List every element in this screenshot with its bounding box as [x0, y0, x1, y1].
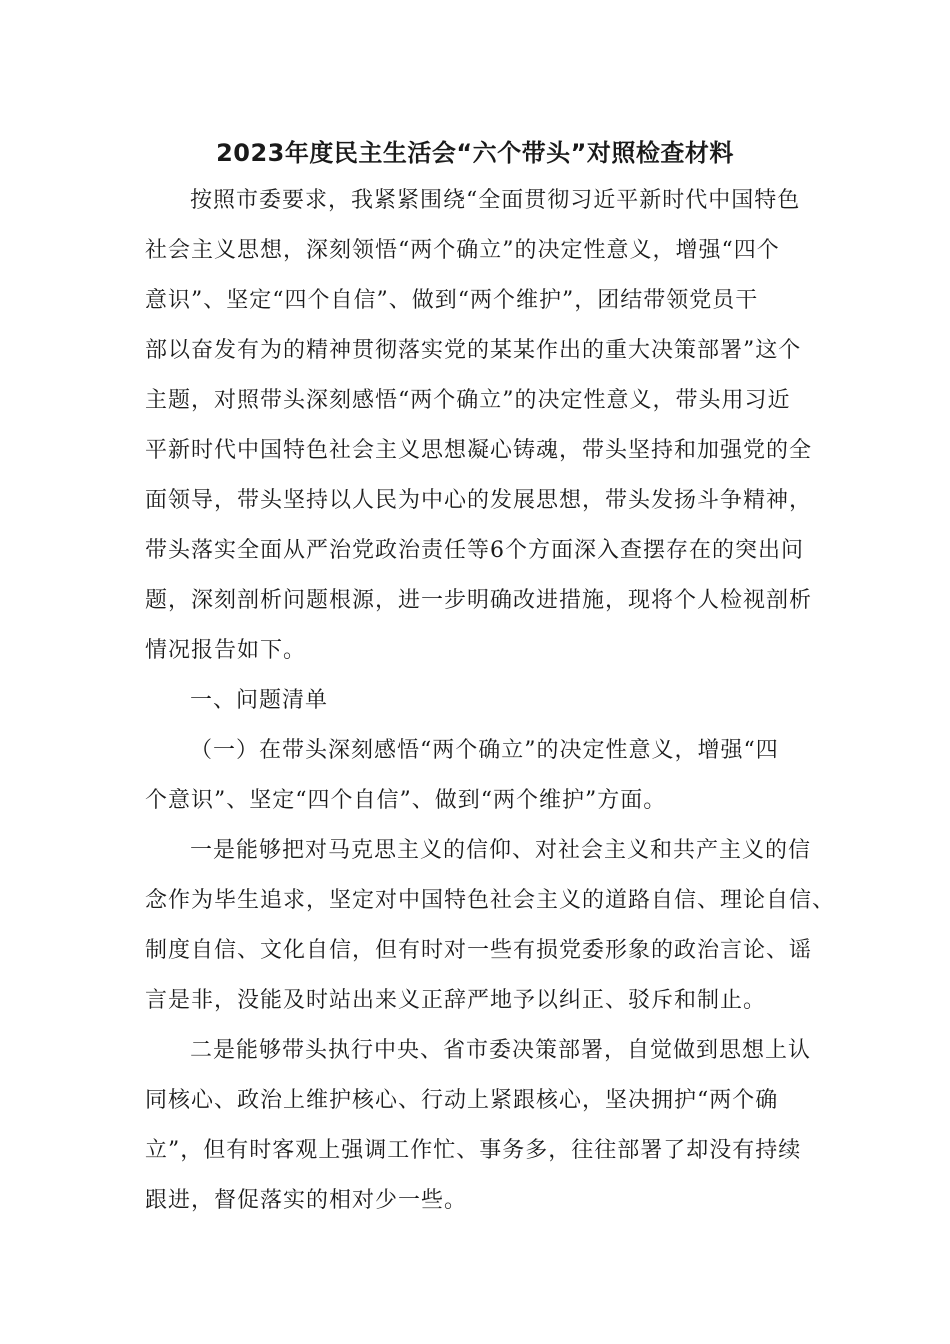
point-2-line-4: 跟进，督促落实的相对少一些。 [145, 1188, 468, 1213]
paragraph-1-line-2: 社会主义思想，深刻领悟“两个确立”的决定性意义，增强“四个 [145, 238, 780, 263]
paragraph-1-line-5: 主题，对照带头深刻感悟“两个确立”的决定性意义，带头用习近 [145, 388, 791, 413]
paragraph-1-line-10: 情况报告如下。 [145, 638, 307, 663]
point-2-line-3: 立”，但有时客观上强调工作忙、事务多，往往部署了却没有持续 [145, 1138, 802, 1163]
paragraph-1-line-8: 带头落实全面从严治党政治责任等6个方面深入查摆存在的突出问 [145, 538, 804, 563]
paragraph-1-line-1: 按照市委要求，我紧紧围绕“全面贯彻习近平新时代中国特色 [190, 188, 801, 213]
subsection-line-1: （一）在带头深刻感悟“两个确立”的决定性意义，增强“四 [190, 738, 779, 763]
paragraph-1-line-3: 意识”、坚定“四个自信”、做到“两个维护”，团结带领党员干 [145, 288, 759, 313]
point-1-line-4: 言是非，没能及时站出来义正辞严地予以纠正、驳斥和制止。 [145, 988, 767, 1013]
point-2-line-1: 二是能够带头执行中央、省市委决策部署，自觉做到思想上认 [190, 1038, 812, 1063]
point-2-line-2: 同核心、政治上维护核心、行动上紧跟核心，坚决拥护“两个确 [145, 1088, 779, 1113]
paragraph-1-line-4: 部以奋发有为的精神贯彻落实党的某某作出的重大决策部署”这个 [145, 338, 802, 363]
paragraph-1-line-7: 面领导，带头坚持以人民为中心的发展思想，带头发扬斗争精神， [145, 488, 813, 513]
point-1-line-1: 一是能够把对马克思主义的信仰、对社会主义和共产主义的信 [190, 838, 812, 863]
point-1-line-2: 念作为毕生追求，坚定对中国特色社会主义的道路自信、理论自信、 [145, 888, 836, 913]
subsection-line-2: 个意识”、坚定“四个自信”、做到“两个维护”方面。 [145, 788, 667, 813]
paragraph-1-line-6: 平新时代中国特色社会主义思想凝心铸魂，带头坚持和加强党的全 [145, 438, 813, 463]
paragraph-1-line-9: 题，深刻剖析问题根源，进一步明确改进措施，现将个人检视剖析 [145, 588, 813, 613]
section-heading: 一、问题清单 [190, 688, 329, 713]
point-1-line-3: 制度自信、文化自信，但有时对一些有损党委形象的政治言论、谣 [145, 938, 813, 963]
document-title: 2023年度民主生活会“六个带头”对照检查材料 [216, 139, 734, 167]
